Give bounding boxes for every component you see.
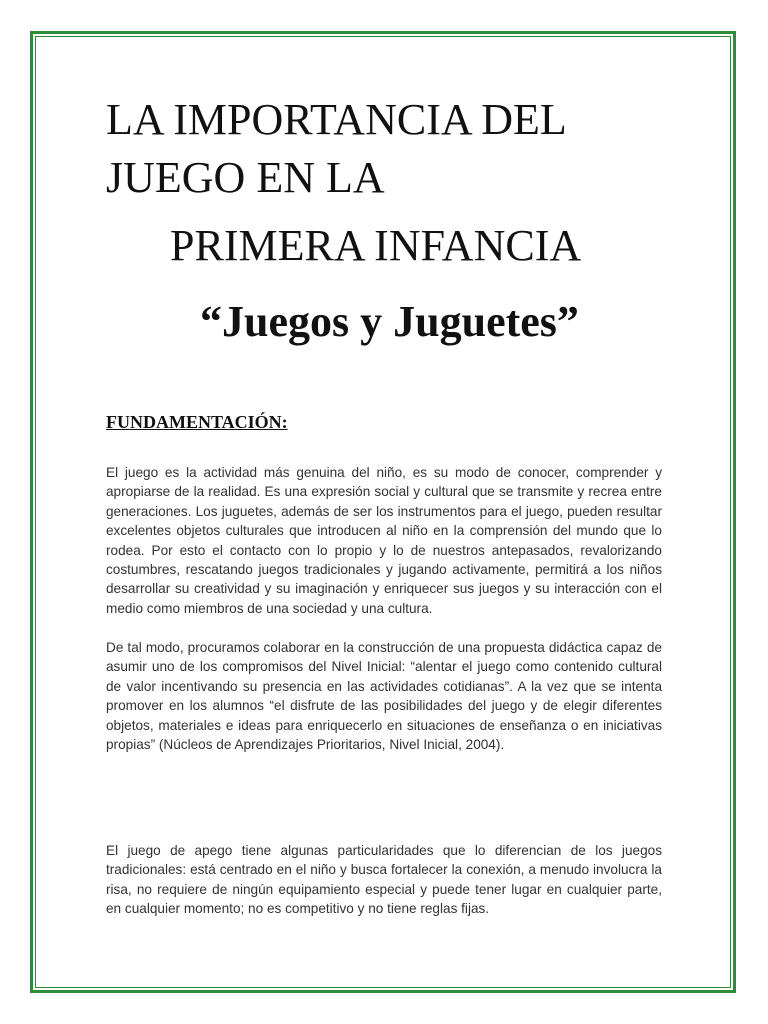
document-subtitle: “Juegos y Juguetes” (200, 297, 579, 346)
title-line-2: JUEGO EN LA (106, 153, 385, 202)
paragraph-2: De tal modo, procuramos colaborar en la construcción de una propuesta didáctica capaz de asumir uno de los compromisos del Nivel Inicial: “alentar el juego como contenido cultural de valor incentivando su presencia en las actividades cotidianas”. A la vez que se intenta promover en los alumnos “el disfrute de las posibilidades del juego y de elegir diferentes objetos, materiales e ideas para enriquecerlo en situaciones de enseñanza o en iniciativas propias” (Núcleos de Aprendizajes Prioritarios, Nivel Inicial, 2004). (106, 640, 662, 753)
title-line-3: PRIMERA INFANCIA (170, 221, 582, 270)
section-heading-fundamentacion: FUNDAMENTACIÓN: (106, 412, 288, 432)
paragraph-1: El juego es la actividad más genuina del niño, es su modo de conocer, comprender y apropiarse de la realidad. Es una expresión social y cultural que se transmite y recrea entre generaciones. Los juguetes, además de ser los instrumentos para el juego, pueden resultar excelentes objetos culturales que introducen al niño en la comprensión del mundo que lo rodea. Por esto el contacto con lo propio y lo de nuestros antepasados, revalorizando costumbres, rescatando juegos tradicionales y jugando activamente, permitirá a los niños desarrollar su creatividad y su imaginación y enriquecer sus juegos y su interacción con el medio como miembros de una sociedad y una cultura. (106, 465, 662, 616)
paragraph-3: El juego de apego tiene algunas particularidades que lo diferencian de los juegos tradicionales: está centrado en el niño y busca fortalecer la conexión, a menudo involucra la risa, no requiere de ningún equipamiento especial y puede tener lugar en cualquier parte, en cualquier momento; no es competitivo y no tiene reglas fijas. (106, 843, 662, 917)
title-line-1: LA IMPORTANCIA DEL (106, 95, 567, 144)
